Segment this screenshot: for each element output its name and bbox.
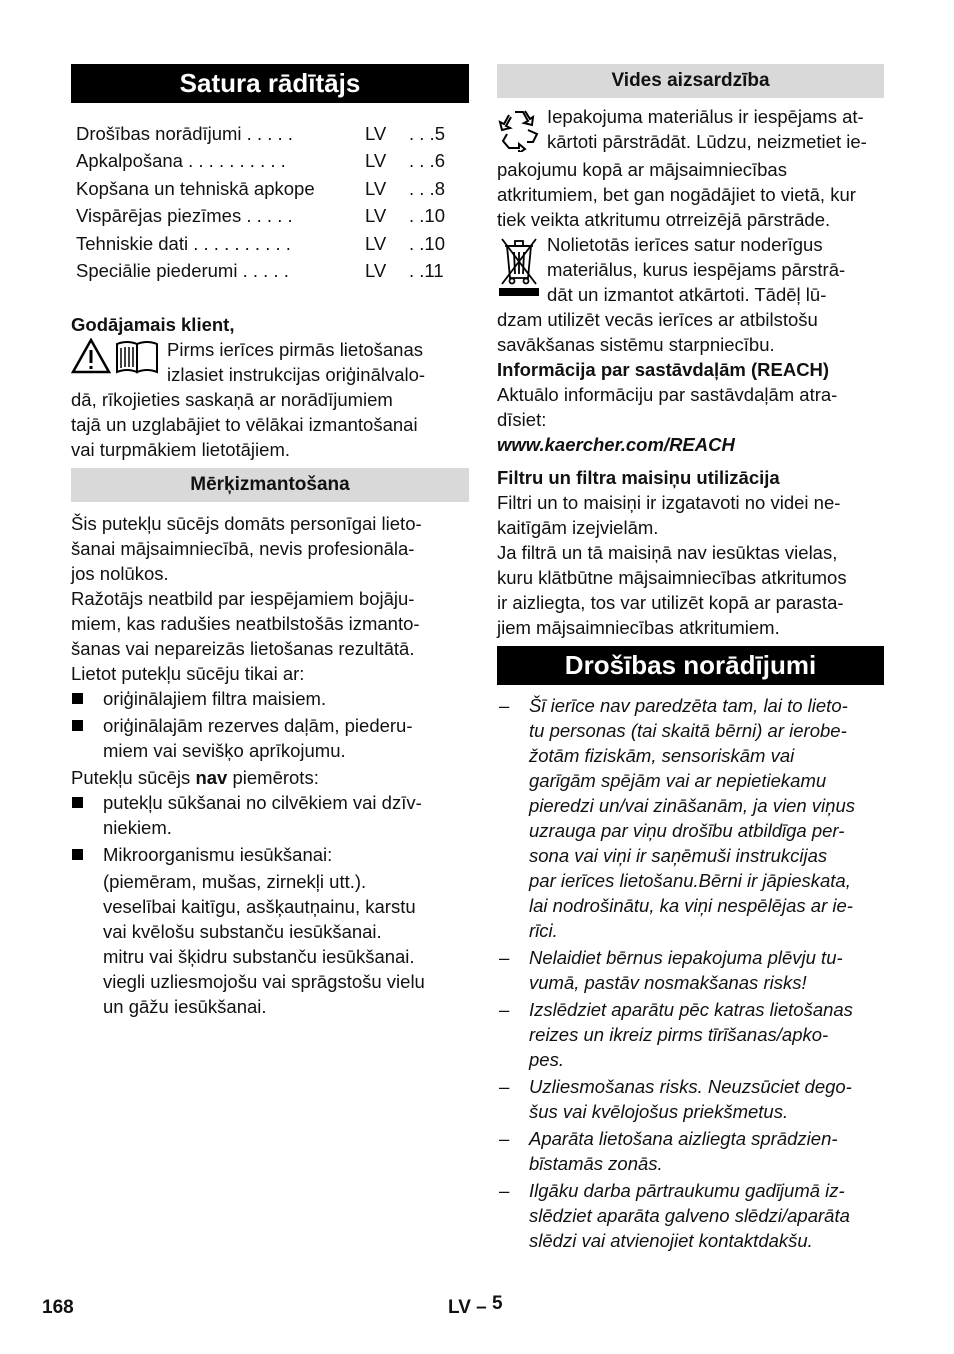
reach-line: Aktuālo informāciju par sastāvdaļām atra- (497, 384, 838, 405)
toc-page: . .11 (409, 259, 444, 281)
list-item (497, 1126, 884, 1176)
list-item-text: niekiem. (103, 817, 172, 839)
toc-row (76, 230, 469, 257)
right-column (497, 64, 884, 1255)
toc-page: . . .6 (409, 150, 445, 172)
toc-heading: Satura rādītājs (71, 64, 469, 103)
purpose-line: šanas vai nepareizās lietošanas rezultātā. (71, 638, 415, 660)
intro-line: dā, rīkojieties saskaņā ar norādījumiem (71, 389, 393, 411)
bullet-square-icon (72, 849, 83, 860)
intro-line: izlasiet instrukcijas oriģinālvalo- (167, 364, 426, 386)
table-of-contents (76, 120, 469, 284)
not-for-extra (71, 869, 469, 1019)
safety-line: šus vai kvēlojošus priekšmetus. (529, 1101, 789, 1122)
toc-page: . .10 (409, 205, 445, 227)
safety-line: lai nodrošinātu, ka viņi nespēlējas ar ie- (529, 895, 853, 916)
toc-lang: LV (365, 150, 387, 172)
page-number: 168 (42, 1297, 74, 1318)
list-item (71, 713, 469, 763)
toc-row (76, 175, 469, 202)
purpose-line: jos nolūkos. (71, 563, 169, 585)
purpose-heading: Mērķizmantošana (71, 468, 469, 502)
list-item-text: putekļu sūkšanai no cilvēkiem vai dzīv- (103, 792, 422, 814)
toc-row (76, 257, 469, 284)
footer-lang-code: LV (448, 1297, 471, 1318)
filter-heading: Filtru un filtra maisiņu utilizācija (497, 467, 780, 488)
safety-line: reizes un ikreiz pirms tīrīšanas/apko- (529, 1024, 829, 1045)
safety-line: rīci. (529, 920, 558, 941)
dash-marker: – (499, 999, 510, 1020)
not-for-list (71, 790, 469, 867)
list-item (71, 842, 469, 867)
toc-lang: LV (365, 123, 387, 144)
safety-line: pes. (529, 1049, 564, 1070)
extra-line: viegli uzliesmojošu vai sprāgstošu vielu (103, 971, 425, 993)
list-item (497, 1074, 884, 1124)
filter-line: jiem mājsaimniecības atkritumiem. (497, 617, 780, 638)
toc-title: Speciālie piederumi . . . . . (76, 259, 289, 281)
toc-title: Vispārējas piezīmes . . . . . (76, 205, 293, 227)
filter-line: kaitīgām izejvielām. (497, 517, 659, 538)
extra-line: veselībai kaitīgu, asšķautņainu, karstu (103, 896, 416, 918)
toc-row (76, 120, 469, 147)
footer-dash: – (476, 1297, 487, 1318)
env-line: tiek veikta atkritumu otrreizējā pārstrāde. (497, 209, 831, 230)
warning-manual-icon (71, 338, 161, 379)
safety-line: par ierīces lietošanu.Bērni ir jāpieskata, (529, 870, 851, 891)
safety-line: sona vai viņi ir saņēmuši instrukcijas (529, 845, 828, 866)
env-line: Nolietotās ierīces satur noderīgus (547, 234, 823, 255)
bullet-square-icon (72, 797, 83, 808)
toc-page: . .10 (409, 232, 445, 254)
toc-row (76, 202, 469, 229)
toc-row (76, 147, 469, 174)
extra-line: vai kvēlošu substanču iesūkšanai. (103, 921, 382, 943)
env-heading: Vides aizsardzība (497, 64, 884, 98)
safety-line: bīstamās zonās. (529, 1153, 663, 1174)
env-line: Iepakojuma materiālus ir iespējams at- (547, 106, 864, 127)
intro-line: tajā un uzglabājiet to vēlākai izmantošanai (71, 414, 418, 436)
purpose-line: Šis putekļu sūcējs domāts personīgai lieto- (71, 513, 422, 535)
purpose-line: miem, kas radušies neatbilstošās izmanto- (71, 613, 420, 635)
filter-line: ir aizliegta, tos var utilizēt kopā ar parasta- (497, 592, 844, 613)
filter-line: Ja filtrā un tā maisiņā nav iesūktas vielas, (497, 542, 838, 563)
toc-title: Kopšana un tehniskā apkope (76, 177, 315, 199)
list-item (497, 945, 884, 995)
safety-line: Šī ierīce nav paredzēta tam, lai to lieto- (529, 695, 848, 716)
env-line: pakojumu kopā ar mājsaimniecības (497, 159, 787, 180)
purpose-line: šanai mājsaimniecībā, nevis profesionāla- (71, 538, 415, 560)
safety-line: uzrauga par viņu drošību atbildīga per- (529, 820, 845, 841)
dash-marker: – (499, 1180, 510, 1201)
extra-line: mitru vai šķidru substanču iesūkšanai. (103, 946, 415, 968)
not-suitable-pre: Putekļu sūcējs (71, 767, 196, 789)
env-line: savākšanas sistēmu starpniecību. (497, 334, 775, 355)
safety-line: Uzliesmošanas risks. Neuzsūciet dego- (529, 1076, 852, 1097)
toc-page: . . .8 (409, 177, 445, 199)
reach-heading: Informācija par sastāvdaļām (REACH) (497, 359, 830, 380)
safety-line: slēdziet aparāta galveno slēdzi/aparāta (529, 1205, 850, 1226)
crossed-bin-icon (497, 234, 541, 303)
bullet-square-icon (72, 720, 83, 731)
purpose-line: Ražotājs neatbild par iespējamiem bojāju- (71, 588, 415, 610)
safety-heading: Drošības norādījumi (497, 646, 884, 685)
use-with-list (71, 686, 469, 763)
recycle-icon (497, 108, 541, 157)
greeting: Godājamais klient, (71, 314, 235, 336)
footer-sub-page: 5 (492, 1293, 503, 1314)
footer-lang (448, 1293, 503, 1319)
filter-line: Filtri un to maisiņi ir izgatavoti no videi ne- (497, 492, 841, 513)
toc-title: Apkalpošana . . . . . . . . . . (76, 150, 286, 172)
safety-line: žotām fiziskām, sensoriskām vai (529, 745, 795, 766)
list-item-text: Mikroorganismu iesūkšanai: (103, 844, 333, 866)
left-column (71, 64, 469, 1019)
env-line: materiālus, kurus iespējams pārstrā- (547, 259, 846, 280)
filter-line: kuru klātbūtne mājsaimniecības atkritumos (497, 567, 847, 588)
safety-line: tu personas (tai skaitā bērni) ar ierobe- (529, 720, 847, 741)
safety-list (497, 693, 884, 1253)
toc-title: Tehniskie dati . . . . . . . . . . (76, 232, 291, 254)
reach-link[interactable]: www.kaercher.com/REACH (497, 434, 735, 455)
toc-lang: LV (365, 259, 387, 281)
safety-line: Ilgāku darba pārtraukumu gadījumā iz- (529, 1180, 845, 1201)
dash-marker: – (499, 1076, 510, 1097)
bullet-square-icon (72, 693, 83, 704)
safety-line: pieredzi un/vai zināšanām, ja vien viņus (529, 795, 855, 816)
toc-title: Drošības norādījumi . . . . . (76, 123, 293, 144)
env-line: kārtoti pārstrādāt. Lūdzu, neizmetiet ie- (547, 131, 867, 152)
safety-line: Nelaidiet bērnus iepakojuma plēvju tu- (529, 947, 843, 968)
safety-line: slēdzi vai atvienojiet kontaktdakšu. (529, 1230, 813, 1251)
toc-lang: LV (365, 205, 387, 227)
dash-marker: – (499, 695, 510, 716)
dash-marker: – (499, 947, 510, 968)
toc-page: . . .5 (409, 123, 445, 144)
safety-line: Aparāta lietošana aizliegta sprādzien- (529, 1128, 838, 1149)
intro-line: Pirms ierīces pirmās lietošanas (167, 339, 423, 361)
extra-line: (piemēram, mušas, zirnekļi utt.). (103, 871, 367, 893)
list-item-text: oriģinālajiem filtra maisiem. (103, 688, 327, 710)
list-item-text: oriģinālajām rezerves daļām, piederu- (103, 715, 413, 737)
intro-line: vai turpmākiem lietotājiem. (71, 439, 290, 461)
list-item-text: miem vai sevišķo aprīkojumu. (103, 740, 346, 762)
reach-line: dīsiet: (497, 409, 547, 430)
env-line: dāt un izmantot atkārtoti. Tādēļ lū- (547, 284, 827, 305)
env-line: atkritumiem, bet gan nogādājiet to vietā, kur (497, 184, 856, 205)
list-item (71, 790, 469, 840)
safety-line: Izslēdziet aparātu pēc katras lietošanas (529, 999, 853, 1020)
purpose-line: Lietot putekļu sūcēju tikai ar: (71, 663, 305, 685)
not-suitable-post: piemērots: (227, 767, 319, 789)
not-suitable-line (71, 765, 469, 790)
extra-line: un gāžu iesūkšanai. (103, 996, 267, 1018)
toc-lang: LV (365, 177, 387, 199)
list-item (497, 693, 884, 943)
dash-marker: – (499, 1128, 510, 1149)
list-item (497, 1178, 884, 1253)
toc-lang: LV (365, 232, 387, 254)
list-item (497, 997, 884, 1072)
list-item (71, 686, 469, 711)
safety-line: vumā, pastāv nosmakšanas risks! (529, 972, 807, 993)
env-line: dzam utilizēt vecās ierīces ar atbilstošu (497, 309, 818, 330)
safety-line: garīgām spējām vai ar nepietiekamu (529, 770, 827, 791)
not-suitable-bold: nav (195, 767, 228, 789)
